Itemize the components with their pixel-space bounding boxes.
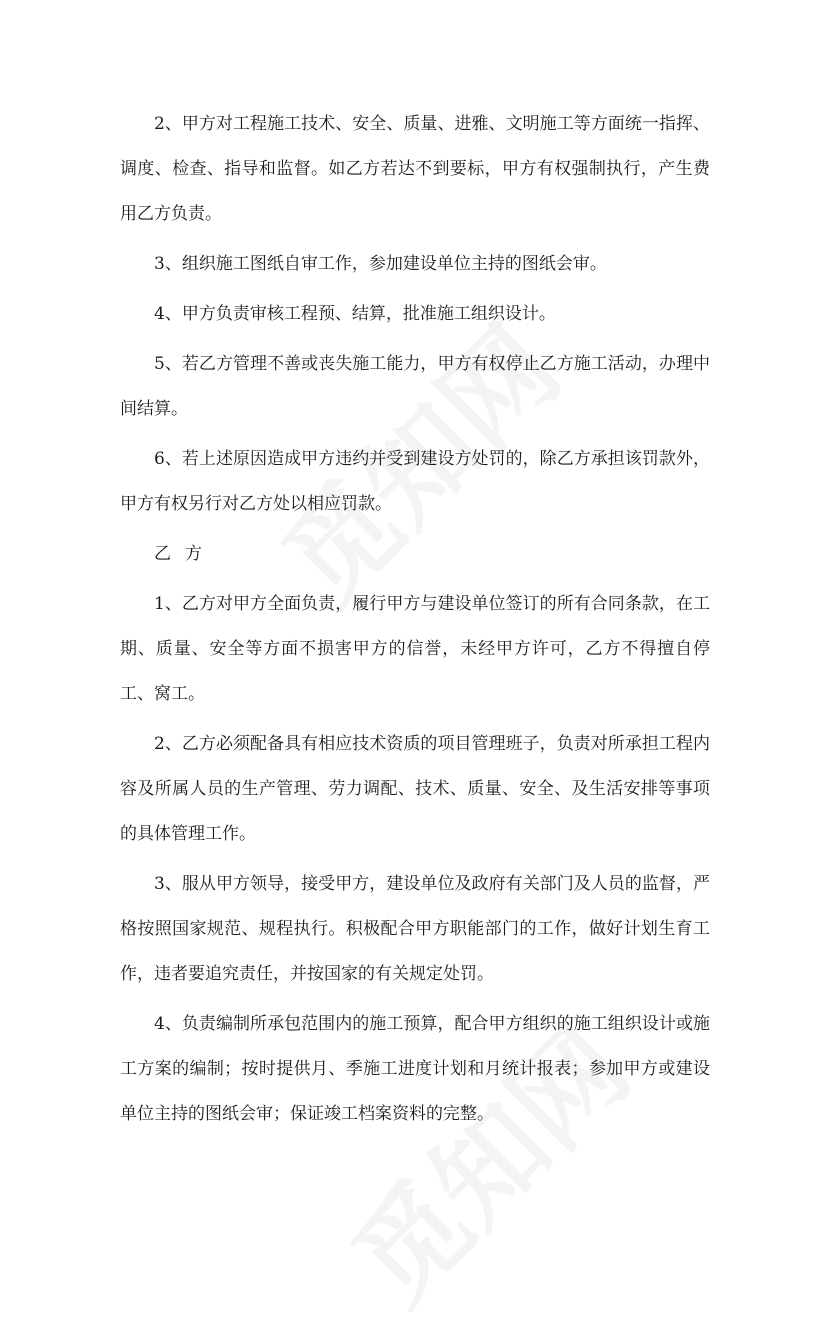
paragraph-party-b-3: 3、服从甲方领导，接受甲方，建设单位及政府有关部门及人员的监督，严格按照国家规范、规程执行。积极配合甲方职能部门的工作，做好计划生育工作，违者要追究责任，并按国家的有关规定处罚。	[120, 874, 710, 984]
paragraph-party-a-3: 3、组织施工图纸自审工作，参加建设单位主持的图纸会审。	[154, 254, 607, 274]
paragraph-party-a-2: 2、甲方对工程施工技术、安全、质量、进雅、文明施工等方面统一指挥、调度、检查、指导和监督。如乙方若达不到要标，甲方有权强制执行，产生费用乙方负责。	[120, 114, 710, 224]
paragraph-party-b-2: 2、乙方必须配备具有相应技术资质的项目管理班子，负责对所承担工程内容及所属人员的生产管理、劳力调配、技术、质量、安全、及生活安排等事项的具体管理工作。	[120, 734, 710, 844]
paragraph-party-b-4: 4、负责编制所承包范围内的施工预算，配合甲方组织的施工组织设计或施工方案的编制；按时提供月、季施工进度计划和月统计报表；参加甲方或建设单位主持的图纸会审；保证竣工档案资料的完整。	[120, 1014, 710, 1124]
paragraph-party-a-6: 6、若上述原因造成甲方违约并受到建设方处罚的，除乙方承担该罚款外，甲方有权另行对乙方处以相应罚款。	[120, 449, 710, 514]
section-heading-party-b: 乙方	[154, 544, 216, 564]
paragraph-party-b-1: 1、乙方对甲方全面负责，履行甲方与建设单位签订的所有合同条款，在工期、质量、安全等方面不损害甲方的信誉，未经甲方许可，乙方不得擅自停工、窝工。	[120, 594, 710, 704]
paragraph-party-a-5: 5、若乙方管理不善或丧失施工能力，甲方有权停止乙方施工活动，办理中间结算。	[120, 354, 710, 419]
paragraph-party-a-4: 4、甲方负责审核工程预、结算，批准施工组织设计。	[154, 304, 556, 324]
document-body	[120, 102, 710, 1142]
